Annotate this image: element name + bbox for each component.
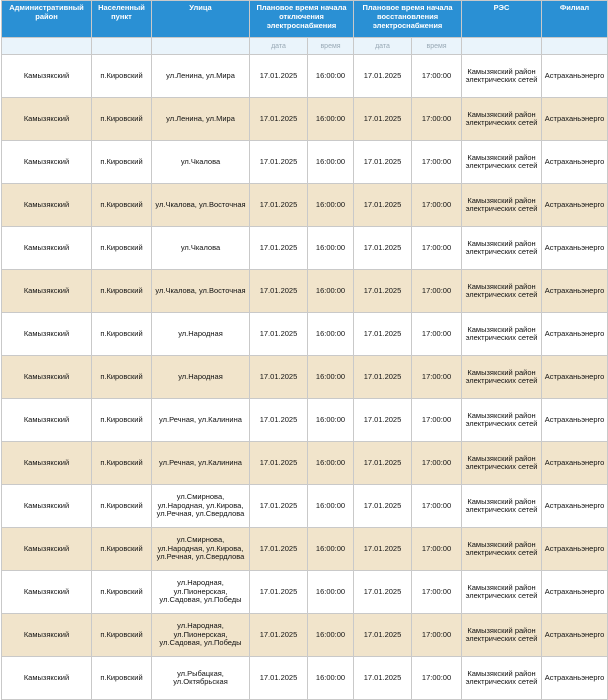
cell-on-date: 17.01.2025: [354, 313, 412, 356]
cell-on-time: 17:00:00: [412, 356, 462, 399]
cell-branch: Астраханьэнерго: [542, 55, 608, 98]
table-body: [2, 55, 608, 700]
cell-off-date: 17.01.2025: [250, 657, 308, 700]
cell-street: ул.Чкалова: [152, 227, 250, 270]
cell-on-time: 17:00:00: [412, 141, 462, 184]
cell-branch: Астраханьэнерго: [542, 141, 608, 184]
cell-settlement: п.Кировский: [92, 614, 152, 657]
subheader-empty: [462, 38, 542, 55]
cell-off-date: 17.01.2025: [250, 98, 308, 141]
cell-settlement: п.Кировский: [92, 313, 152, 356]
subheader-on-date: дата: [354, 38, 412, 55]
cell-district: Камызякский: [2, 184, 92, 227]
cell-off-time: 16:00:00: [308, 442, 354, 485]
cell-res: Камызякский район электрических сетей: [462, 227, 542, 270]
cell-on-time: 17:00:00: [412, 657, 462, 700]
cell-district: Камызякский: [2, 313, 92, 356]
cell-district: Камызякский: [2, 528, 92, 571]
cell-street: ул.Ленина, ул.Мира: [152, 98, 250, 141]
cell-on-date: 17.01.2025: [354, 485, 412, 528]
cell-on-time: 17:00:00: [412, 184, 462, 227]
cell-off-time: 16:00:00: [308, 571, 354, 614]
cell-street: ул.Рыбацкая, ул.Октябрьская: [152, 657, 250, 700]
cell-branch: Астраханьэнерго: [542, 571, 608, 614]
cell-settlement: п.Кировский: [92, 528, 152, 571]
cell-off-time: 16:00:00: [308, 313, 354, 356]
cell-on-date: 17.01.2025: [354, 98, 412, 141]
table-row: [2, 98, 608, 141]
cell-district: Камызякский: [2, 356, 92, 399]
cell-street: ул.Народная, ул.Пионерская, ул.Садовая, ул.Победы: [152, 614, 250, 657]
cell-branch: Астраханьэнерго: [542, 614, 608, 657]
cell-on-date: 17.01.2025: [354, 657, 412, 700]
subheader-empty: [152, 38, 250, 55]
cell-res: Камызякский район электрических сетей: [462, 55, 542, 98]
cell-street: ул.Смирнова, ул.Народная, ул.Кирова, ул.Речная, ул.Свердлова: [152, 528, 250, 571]
cell-district: Камызякский: [2, 442, 92, 485]
cell-off-time: 16:00:00: [308, 399, 354, 442]
cell-off-date: 17.01.2025: [250, 485, 308, 528]
cell-on-date: 17.01.2025: [354, 399, 412, 442]
cell-street: ул.Народная, ул.Пионерская, ул.Садовая, ул.Победы: [152, 571, 250, 614]
table-row: [2, 184, 608, 227]
cell-branch: Астраханьэнерго: [542, 657, 608, 700]
cell-res: Камызякский район электрических сетей: [462, 399, 542, 442]
col-header-street: Улица: [152, 1, 250, 38]
cell-street: ул.Чкалова, ул.Восточная: [152, 184, 250, 227]
cell-off-time: 16:00:00: [308, 98, 354, 141]
cell-branch: Астраханьэнерго: [542, 98, 608, 141]
col-header-settlement: Населенный пункт: [92, 1, 152, 38]
cell-on-time: 17:00:00: [412, 270, 462, 313]
cell-res: Камызякский район электрических сетей: [462, 141, 542, 184]
table-row: [2, 356, 608, 399]
cell-off-time: 16:00:00: [308, 270, 354, 313]
cell-on-time: 17:00:00: [412, 614, 462, 657]
subheader-on-time: время: [412, 38, 462, 55]
cell-on-date: 17.01.2025: [354, 442, 412, 485]
cell-branch: Астраханьэнерго: [542, 227, 608, 270]
cell-on-date: 17.01.2025: [354, 614, 412, 657]
outage-table: [1, 0, 608, 700]
cell-on-time: 17:00:00: [412, 571, 462, 614]
col-header-res: РЭС: [462, 1, 542, 38]
cell-res: Камызякский район электрических сетей: [462, 614, 542, 657]
cell-on-time: 17:00:00: [412, 313, 462, 356]
cell-on-time: 17:00:00: [412, 227, 462, 270]
subheader-row: [2, 38, 608, 55]
cell-off-date: 17.01.2025: [250, 141, 308, 184]
cell-off-time: 16:00:00: [308, 55, 354, 98]
cell-settlement: п.Кировский: [92, 184, 152, 227]
cell-off-date: 17.01.2025: [250, 399, 308, 442]
cell-district: Камызякский: [2, 98, 92, 141]
cell-off-date: 17.01.2025: [250, 528, 308, 571]
cell-district: Камызякский: [2, 657, 92, 700]
cell-off-time: 16:00:00: [308, 141, 354, 184]
cell-off-date: 17.01.2025: [250, 571, 308, 614]
cell-off-time: 16:00:00: [308, 485, 354, 528]
cell-res: Камызякский район электрических сетей: [462, 356, 542, 399]
cell-street: ул.Народная: [152, 313, 250, 356]
cell-on-time: 17:00:00: [412, 55, 462, 98]
cell-on-time: 17:00:00: [412, 485, 462, 528]
cell-off-time: 16:00:00: [308, 227, 354, 270]
table-row: [2, 227, 608, 270]
cell-street: ул.Чкалова: [152, 141, 250, 184]
cell-settlement: п.Кировский: [92, 399, 152, 442]
cell-settlement: п.Кировский: [92, 356, 152, 399]
cell-res: Камызякский район электрических сетей: [462, 485, 542, 528]
cell-street: ул.Речная, ул.Калинина: [152, 442, 250, 485]
cell-on-date: 17.01.2025: [354, 270, 412, 313]
col-header-branch: Филиал: [542, 1, 608, 38]
col-header-district: Административный район: [2, 1, 92, 38]
table-row: [2, 571, 608, 614]
cell-off-date: 17.01.2025: [250, 55, 308, 98]
cell-settlement: п.Кировский: [92, 227, 152, 270]
cell-on-time: 17:00:00: [412, 399, 462, 442]
cell-settlement: п.Кировский: [92, 270, 152, 313]
table-row: [2, 657, 608, 700]
cell-street: ул.Ленина, ул.Мира: [152, 55, 250, 98]
cell-branch: Астраханьэнерго: [542, 356, 608, 399]
table-row: [2, 313, 608, 356]
cell-district: Камызякский: [2, 614, 92, 657]
cell-settlement: п.Кировский: [92, 141, 152, 184]
cell-on-date: 17.01.2025: [354, 571, 412, 614]
cell-branch: Астраханьэнерго: [542, 528, 608, 571]
cell-res: Камызякский район электрических сетей: [462, 657, 542, 700]
subheader-empty: [2, 38, 92, 55]
header-row: [2, 1, 608, 38]
table-row: [2, 55, 608, 98]
cell-settlement: п.Кировский: [92, 98, 152, 141]
cell-district: Камызякский: [2, 227, 92, 270]
cell-res: Камызякский район электрических сетей: [462, 442, 542, 485]
cell-off-date: 17.01.2025: [250, 227, 308, 270]
cell-off-time: 16:00:00: [308, 528, 354, 571]
subheader-off-date: дата: [250, 38, 308, 55]
col-header-on-time: Плановое время начала восстановления электроснабжения: [354, 1, 462, 38]
cell-district: Камызякский: [2, 399, 92, 442]
cell-off-date: 17.01.2025: [250, 442, 308, 485]
table-row: [2, 270, 608, 313]
table-row: [2, 485, 608, 528]
cell-off-date: 17.01.2025: [250, 614, 308, 657]
col-header-off-time: Плановое время начала отключения электроснабжения: [250, 1, 354, 38]
cell-on-date: 17.01.2025: [354, 528, 412, 571]
cell-res: Камызякский район электрических сетей: [462, 184, 542, 227]
cell-off-date: 17.01.2025: [250, 356, 308, 399]
cell-off-date: 17.01.2025: [250, 313, 308, 356]
cell-street: ул.Смирнова, ул.Народная, ул.Кирова, ул.Речная, ул.Свердлова: [152, 485, 250, 528]
cell-off-time: 16:00:00: [308, 184, 354, 227]
cell-district: Камызякский: [2, 55, 92, 98]
cell-on-date: 17.01.2025: [354, 184, 412, 227]
cell-settlement: п.Кировский: [92, 657, 152, 700]
cell-branch: Астраханьэнерго: [542, 313, 608, 356]
cell-off-time: 16:00:00: [308, 614, 354, 657]
cell-branch: Астраханьэнерго: [542, 184, 608, 227]
cell-res: Камызякский район электрических сетей: [462, 571, 542, 614]
cell-district: Камызякский: [2, 141, 92, 184]
cell-district: Камызякский: [2, 270, 92, 313]
cell-branch: Астраханьэнерго: [542, 399, 608, 442]
cell-settlement: п.Кировский: [92, 485, 152, 528]
cell-branch: Астраханьэнерго: [542, 485, 608, 528]
cell-off-date: 17.01.2025: [250, 270, 308, 313]
cell-street: ул.Речная, ул.Калинина: [152, 399, 250, 442]
cell-branch: Астраханьэнерго: [542, 270, 608, 313]
cell-settlement: п.Кировский: [92, 55, 152, 98]
cell-settlement: п.Кировский: [92, 571, 152, 614]
cell-district: Камызякский: [2, 485, 92, 528]
cell-res: Камызякский район электрических сетей: [462, 313, 542, 356]
cell-street: ул.Чкалова, ул.Восточная: [152, 270, 250, 313]
table-row: [2, 528, 608, 571]
cell-on-date: 17.01.2025: [354, 141, 412, 184]
subheader-off-time: время: [308, 38, 354, 55]
cell-res: Камызякский район электрических сетей: [462, 528, 542, 571]
subheader-empty: [92, 38, 152, 55]
cell-on-time: 17:00:00: [412, 98, 462, 141]
table-row: [2, 614, 608, 657]
table-row: [2, 399, 608, 442]
table-row: [2, 442, 608, 485]
cell-branch: Астраханьэнерго: [542, 442, 608, 485]
cell-res: Камызякский район электрических сетей: [462, 98, 542, 141]
table-row: [2, 141, 608, 184]
cell-on-time: 17:00:00: [412, 442, 462, 485]
cell-on-date: 17.01.2025: [354, 55, 412, 98]
cell-on-date: 17.01.2025: [354, 227, 412, 270]
cell-off-time: 16:00:00: [308, 356, 354, 399]
cell-on-time: 17:00:00: [412, 528, 462, 571]
cell-on-date: 17.01.2025: [354, 356, 412, 399]
cell-district: Камызякский: [2, 571, 92, 614]
cell-settlement: п.Кировский: [92, 442, 152, 485]
subheader-empty: [542, 38, 608, 55]
cell-res: Камызякский район электрических сетей: [462, 270, 542, 313]
cell-off-date: 17.01.2025: [250, 184, 308, 227]
cell-off-time: 16:00:00: [308, 657, 354, 700]
cell-street: ул.Народная: [152, 356, 250, 399]
